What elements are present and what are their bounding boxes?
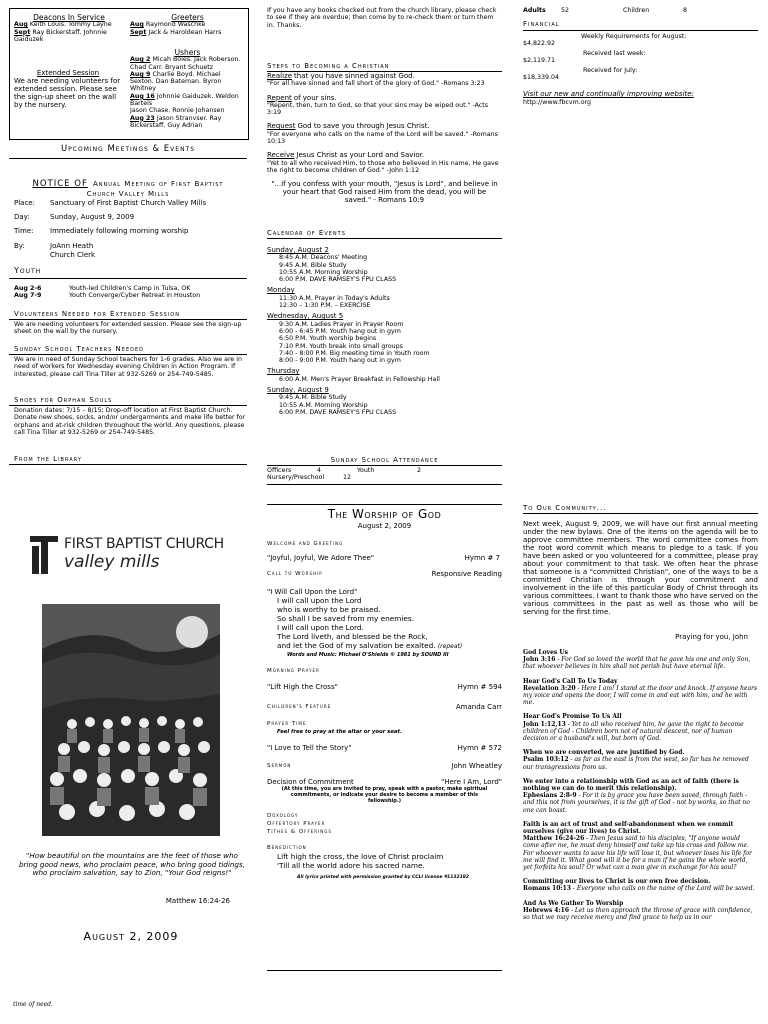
financial-row: $18,339.04 Received for July: (523, 67, 638, 81)
steps-heading: Steps to Becoming a Christian (267, 62, 390, 70)
youth-heading: Youth (14, 266, 42, 275)
website-link[interactable]: http://www.fbcvm.org (523, 99, 592, 106)
shoes-heading: Shoes for Orphan Souls (14, 396, 113, 404)
calendar-heading: Calendar of Events (267, 229, 346, 237)
verse-item: Faith is an act of trust and self-abandonment when we commit ourselves (give our lives) to Christ. Matthew 16:24-26 - Then Jesus said to his disciples, "If anyone would come after me, he must deny himself and take up his cross and follow me. For whoever wants to save his life will lose it, but whoever loses his life for me will find it. What good will it be for a man if he gains the whole world, yet forfeits his soul? Or what can a man give in exchange for his soul? (523, 820, 752, 872)
greeters-title: Greeters (171, 13, 204, 22)
usher-row: Aug 9 Charlie Boyd. Michael Sexton. Dan Bateman. Byron Whitney (130, 70, 222, 93)
greeter-row: Sept Jack & Haroldean Harrs (130, 28, 222, 36)
calendar-day: Sunday, August 9 9:45 A.M. Bible Study 10:55 A.M. Morning Worship 6:00 P.M. DAVE RAMSEY'S FPU CLASS (267, 386, 397, 416)
ushers-section (130, 49, 245, 129)
usher-row: Aug 2 Micah Boles. Jack Roberson. Chad Carr. Bryant Schuetz (130, 56, 241, 71)
volunteers-heading: Volunteers Needed for Extended Session (14, 310, 180, 318)
attendance-row: Officers 4 Youth 2 (267, 467, 422, 474)
ushers-title: Ushers (174, 48, 201, 57)
worship-item: Decision of Commitment "Here I Am, Lord" (267, 778, 502, 786)
divider (9, 158, 247, 159)
cover-illustration (42, 604, 220, 836)
financial-table (523, 33, 758, 84)
divider (9, 278, 247, 279)
step-item: Receive Jesus Christ as your Lord and Savior. "Yet to all who received Him, to those who believed in His name, He gave the right to become children of God." -John 1:12 (267, 151, 499, 174)
worship-item: "Lift High the Cross" Hymn # 594 (267, 683, 502, 691)
church-subname: valley mills (64, 552, 160, 572)
volunteers-text: We are needing volunteers for extended session. Please see the sign-up sheet on the wall by the nursery. (14, 321, 242, 336)
worship-item-label: Benediction (267, 845, 307, 851)
detail-row: Time: Immediately following morning worship (14, 227, 189, 235)
divider (9, 354, 247, 355)
website-prompt: Visit our new and continually improving website: (523, 90, 694, 98)
extended-title: Extended Session (36, 69, 100, 77)
calendar-day: Thursday 6:00 A.M. Men's Prayer Breakfast in Fellowship Hall (267, 367, 440, 383)
step-item: Realize that you have sinned against God. "For all have sinned and fall short of the glory of God." -Romans 3:23 (267, 72, 485, 88)
library-text: If you have any books checked out from the church library, please check to see if they are overdue; then come by to re-check them or turn them in. Thanks. (267, 7, 497, 29)
verse-item: Committing our lives to Christ is our own free decision. Romans 10:13 - Everyone who calls on the name of the Lord will be saved. (523, 878, 755, 893)
cross-logo-icon (28, 532, 60, 576)
song-title: "I Will Call Upon the Lord" (267, 588, 358, 596)
verse-item: Hear God's Promise To Us All John 1:12,13 - Yet to all who received him, he gave the right to become children of God - Children born not of natural descent, nor of human decision or a husband's will, but born of God. (523, 713, 744, 743)
youth-list (14, 285, 246, 300)
steps-list (267, 73, 502, 204)
worship-item: "I Love to Tell the Story" Hymn # 572 (267, 744, 502, 752)
extended-text: We are needing volunteers for extended session. Please see the sign-up sheet on the wall by the nursery. (14, 77, 121, 109)
youth-row: Aug 2-6 Youth-led Children's Camp in Tulsa, OK (14, 285, 191, 292)
worship-item: Sermon John Wheatley (267, 762, 502, 770)
worship-item-label: Welcome and Greeting (267, 541, 344, 547)
greeters-section (130, 14, 245, 36)
worship-title: The Worship of God (327, 507, 442, 521)
cover-quote: "How beautiful on the mountains are the feet of those who bring good news, who proclaim peace, who bring good tidings, who proclaim salvation, say to Zion, "Your God reigns!" (18, 851, 246, 878)
financial-row: $4,822.92 Weekly Requirements for August: (523, 33, 687, 47)
community-letter: Next week, August 9, 2009, we will have our first annual meeting under the new bylaws. One of the items on the agenda will be to approve committee members. The word committee comes from the root word commit which means to pledge to a task. If you have been asked or you volunteered for a committee, please pray about your commitment to that task. We often hear the phrase that someone is a "committed Christian", one of the ways to be a committed Christian is through your commitment and involvement in the life of this particular Body of Christ through its various committees. I want to thank those who have served on the various committees in the past as well as those who will be serving for the first time. (523, 520, 759, 616)
financial-heading: Financial (523, 20, 560, 28)
divider (267, 238, 502, 239)
church-logo (28, 532, 240, 576)
usher-row: Aug 23 Jason Stranvser. Ray Bickerstaff. Guy Adrian (130, 114, 222, 129)
verse-item: We enter into a relationship with God as an act of faith (there is nothing we can do to merit this relationship). Ephesians 2:8-9 - For it is by grace you have been saved, through faith - and this not from yourselves, it is the gift of God - not by works, so that no one can boast. (523, 777, 750, 814)
crowd-engraving-image (42, 604, 220, 836)
verses-list (523, 649, 758, 921)
deacons-title: Deacons In Service (33, 13, 105, 22)
notice-rest: Annual Meeting of First Baptist (92, 180, 224, 188)
attendance-heading: Sunday School Attendance (330, 456, 439, 464)
divider (523, 513, 758, 514)
song-lyrics: I will call upon the Lord who is worthy to be praised. So shall I be saved from my enemies. I will call upon the Lord. The Lord liveth, and blessed be the Rock, and let the God of my salvation be exalted. (repeat) (277, 596, 463, 650)
divider (523, 30, 758, 31)
shoes-text: Donation dates: 7/15 – 8/15; Drop-off location at First Baptist Church. Donate new shoes, socks, and/or undergarments and make life better for orphans and at-risk children throughout the world. Any questions, please call Tina Tiller at 932-5269 or 254-749-5485. (14, 407, 246, 436)
detail-row: Day: Sunday, August 9, 2009 (14, 213, 135, 221)
notice-title: NOTICE OF (32, 179, 88, 189)
extended-session (14, 69, 122, 109)
prayer-note: Feel free to pray at the altar or your seat. (277, 729, 403, 735)
decision-note: (At this time, you are invited to pray, speak with a pastor, make spiritual commitments, or indicate your desire to become a member of this fellowship.) (281, 786, 488, 804)
divider (9, 319, 247, 320)
benediction: Lift high the cross, the love of Christ proclaim 'Till all the world adore his sacred name. (277, 852, 444, 870)
church-name: FIRST BAPTIST CHURCH (64, 536, 224, 552)
verse-item: And As We Gather To Worship Hebrews 4:16 - Let us then approach the throne of grace with confidence, so that we may receive mercy and find grace to help us in our (523, 899, 753, 922)
service-box (9, 8, 249, 140)
verse-item: Hear God's Call To Us Today Revelation 3:20 - Here I am! I stand at the door and knock. If anyone hears my voice and opens the door, I will come in and eat with him, and he with me. (523, 677, 758, 707)
greeter-row: Aug Raymond Waschke (130, 21, 206, 29)
cover-date: August 2, 2009 (83, 930, 179, 943)
meeting-details (14, 196, 246, 260)
verse-item: God Loves Us John 3:16 - For God so loved the world that he gave his one and only Son, that whoever believes in him shall not perish but have eternal life. (523, 649, 751, 671)
divider (267, 484, 502, 485)
worship-item: Children's Feature Amanda Carr (267, 703, 502, 711)
calendar-day: Sunday, August 2 8:45 A.M. Deacons' Meeting 9:45 A.M. Bible Study 10:55 A.M. Morning Worship 6:00 P.M. DAVE RAMSEY'S FPU CLASS (267, 246, 397, 284)
deacon-row: Aug Keith Louis. Tommy Layne (14, 21, 112, 29)
worship-item: "Joyful, Joyful, We Adore Thee" Hymn # 7 (267, 554, 500, 562)
divider (267, 465, 502, 466)
attendance-row: Nursery/Preschool 12 (267, 474, 352, 482)
usher-row: Jason Chase. Ronnie Johansen (130, 107, 225, 115)
detail-row: By: JoAnn Heath Church Clerk (14, 242, 96, 259)
ss-teachers-heading: Sunday School Teachers Needed (14, 345, 144, 353)
order-of-worship (267, 540, 502, 882)
deacons-section (14, 14, 124, 43)
page-footer: time of need. (13, 1001, 53, 1008)
meetings-heading: Upcoming Meetings & Events (60, 144, 196, 154)
notice-line2: Church Valley Mills (86, 190, 170, 198)
worship-item-label: Prayer Time (267, 721, 307, 727)
deacon-row: Sept Ray Bickerstaff. Johnnie Gaiduzek (14, 28, 107, 43)
song-credit: Words and Music: Michael O'Shields © 1981 by SOUND III (287, 652, 449, 658)
attendance-table (267, 467, 502, 482)
community-heading: To Our Community... (523, 504, 607, 512)
usher-row: Aug 16 Johnnie Gaiduzek. Weldon Bartels (130, 92, 239, 108)
divider (267, 504, 502, 505)
library-heading: From the Library (14, 455, 82, 463)
worship-date: August 2, 2009 (357, 522, 412, 530)
step-item: Request God to save you through Jesus Christ. "For everyone who calls on the name of the Lord will be saved." -Romans 10:13 (267, 122, 498, 146)
ss-teachers-text: We are in need of Sunday School teachers for 1-6 grades. Also we are in need of workers for Wednesday evening Children in Action Program. If interested, please call Tina Tiller at 932-5269 or 254-749-5485. (14, 356, 243, 378)
detail-row: Place: Sanctuary of First Baptist Church Valley Mills (14, 199, 207, 207)
cover-quote-ref: Matthew 16:24-26 (165, 897, 230, 905)
romans-quote: "...if you confess with your mouth, "Jesus is Lord", and believe in your heart that God raised Him from the dead, you will be saved." - Romans 10:9 (271, 180, 498, 205)
worship-item: Call to Worship Responsive Reading (267, 570, 502, 578)
youth-row: Aug 7-9 Youth Converge/Cyber Retreat in Houston (14, 292, 201, 300)
financial-row: $2,119.71 Received last week: (523, 50, 646, 64)
divider (9, 405, 247, 406)
divider (9, 464, 247, 465)
divider (267, 970, 502, 971)
ccli-notice: All lyrics printed with permission granted by CCLI license #1132182 (297, 875, 470, 880)
community-sign: Praying for you, John (675, 633, 748, 641)
attendance-counts: Adults 52 Children 8 (523, 7, 688, 14)
calendar-day: Monday 11:30 A.M. Prayer in Today's Adults 12:30 – 1:30 P.M. – EXERCISE (267, 286, 390, 310)
worship-item-label: Morning Prayer (267, 668, 320, 674)
notice (9, 171, 247, 198)
calendar-list (267, 247, 502, 416)
verse-item: When we are converted, we are justified by God. Psalm 103:12 - as far as the east is from the west, so far has he removed our transgressions from us. (523, 749, 749, 771)
offering-items: Doxology Offertory Prayer Tithes & Offerings (267, 813, 332, 835)
calendar-day: Wednesday, August 5 9:30 A.M. Ladies Prayer in Prayer Room 6:00 - 6:45 P.M. Youth hang out in gym 6:50 P.M. Youth worship begins 7:10 P.M. Youth break into small groups 7:40 - 8:00 P.M. Big meeting time in Youth room 8:00 - 9:00 P.M. Youth hang out in gym (267, 312, 430, 365)
step-item: Repent of your sins. "Repent, then, turn to God, so that your sins may be wiped out." -Acts 3:19 (267, 93, 489, 117)
